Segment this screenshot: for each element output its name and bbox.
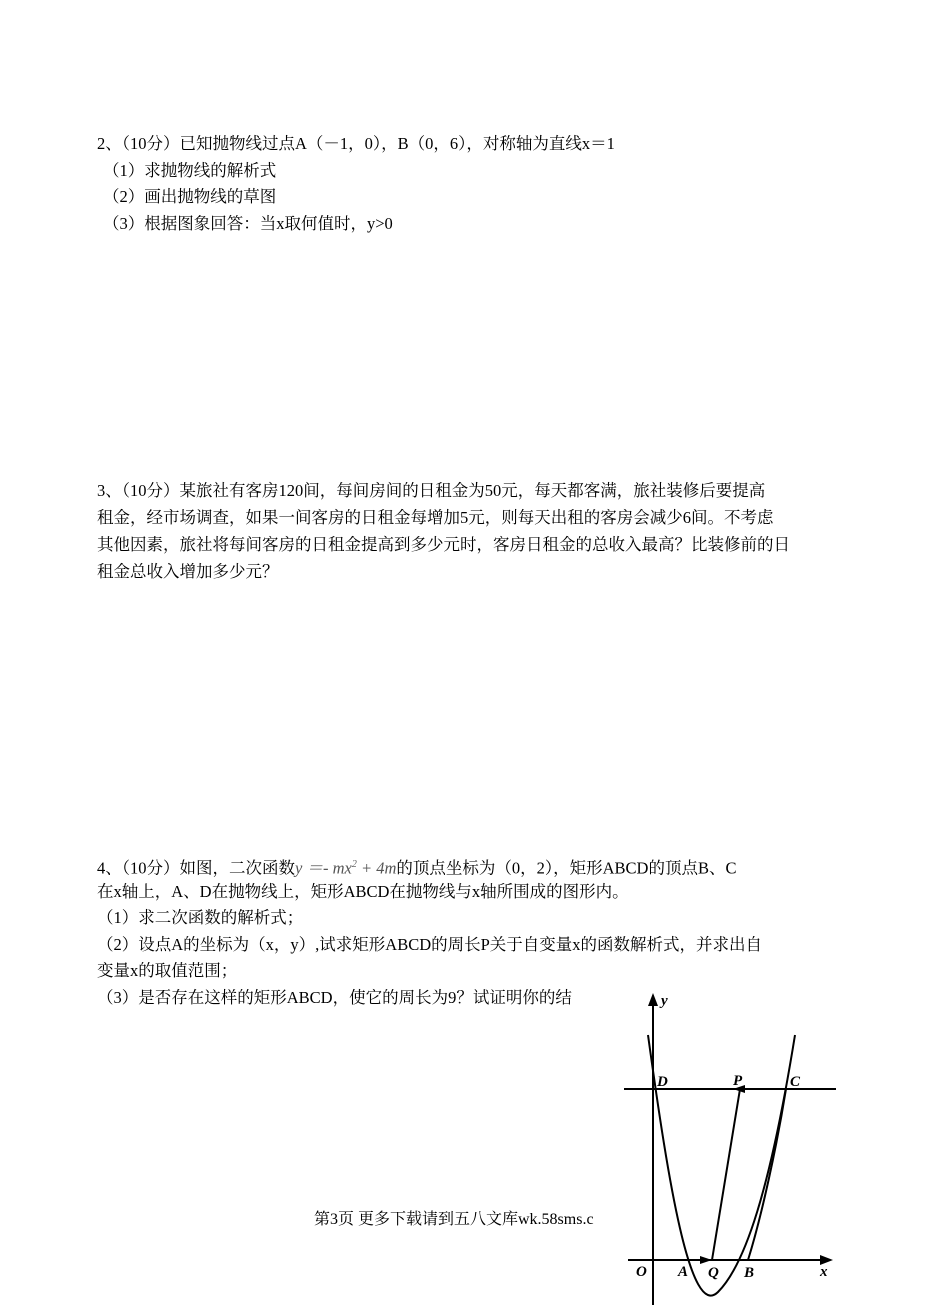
label-a: A bbox=[678, 1264, 689, 1280]
q2-part-3: （3）根据图象回答：当x取何值时，y>0 bbox=[103, 214, 393, 233]
q2-title: 2、（10分）已知抛物线过点A（－1，0），B（0，6），对称轴为直线x＝1 bbox=[97, 134, 615, 153]
q3-line-2: 租金，经市场调查，如果一间客房的日租金每增加5元，则每天出租的客房会减少6间。不考虑 bbox=[97, 508, 774, 527]
q4-part-1: （1）求二次函数的解析式； bbox=[97, 908, 304, 927]
q3-line-1: 3、（10分）某旅社有客房120间，每间房间的日租金为50元，每天都客满，旅社装修后要提高 bbox=[97, 481, 766, 500]
q4-formula-b: + 4m bbox=[356, 858, 397, 878]
label-b: B bbox=[744, 1265, 755, 1281]
label-x: x bbox=[820, 1264, 828, 1280]
y-axis-arrow bbox=[648, 993, 658, 1006]
q3-line-3: 其他因素，旅社将每间客房的日租金提高到多少元时，客房日租金的总收入最高？比装修前的日 bbox=[97, 535, 790, 554]
q4-line-2: 在x轴上，A、D在抛物线上，矩形ABCD在抛物线与x轴所围成的图形内。 bbox=[97, 882, 629, 901]
label-q: Q bbox=[708, 1265, 719, 1281]
q3-line-4: 租金总收入增加多少元？ bbox=[97, 562, 279, 581]
q4-line-1 bbox=[97, 855, 736, 879]
q4-formula-a: y ＝- mx bbox=[295, 858, 352, 878]
parabola-rectangle-figure bbox=[600, 985, 850, 1309]
label-p: P bbox=[733, 1073, 743, 1089]
label-o: O bbox=[636, 1264, 647, 1280]
q2-part-1: （1）求抛物线的解析式 bbox=[103, 161, 277, 180]
q2-part-2: （2）画出抛物线的草图 bbox=[103, 187, 277, 206]
q4-part-2a: （2）设点A的坐标为（x，y）,试求矩形ABCD的周长P关于自变量x的函数解析式，并求出自 bbox=[97, 935, 763, 954]
label-y: y bbox=[661, 993, 668, 1009]
arrow-on-x bbox=[700, 1256, 712, 1264]
parabola-curve bbox=[648, 1035, 795, 1296]
q4-formula-exponent: 2 bbox=[351, 859, 357, 870]
segment-pq bbox=[712, 1089, 740, 1260]
q4-part-2b: 变量x的取值范围； bbox=[97, 961, 238, 980]
page-footer: 第3页 更多下载请到五八文库wk.58sms.c bbox=[314, 1211, 594, 1228]
q4-intro-a: 4、（10分）如图，二次函数 bbox=[97, 858, 295, 878]
label-c: C bbox=[790, 1074, 801, 1090]
label-d: D bbox=[657, 1074, 668, 1090]
q4-part-3: （3）是否存在这样的矩形ABCD，使它的周长为9？试证明你的结 bbox=[97, 988, 572, 1007]
q4-intro-b: 的顶点坐标为（0，2），矩形ABCD的顶点B、C bbox=[396, 858, 737, 878]
